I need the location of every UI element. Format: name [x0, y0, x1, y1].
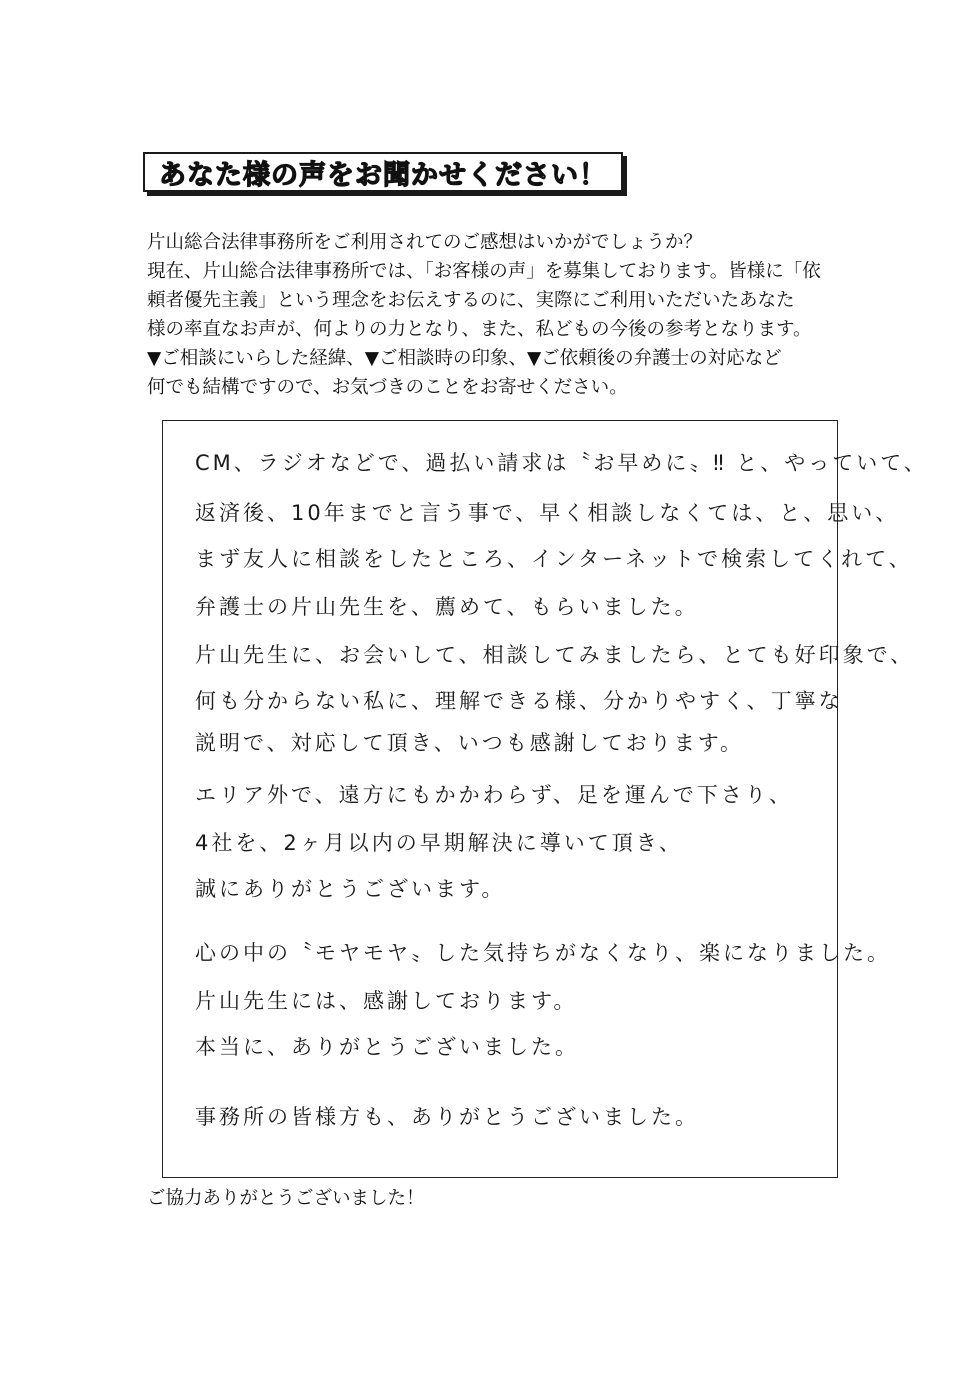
handwritten-line: 本当に、ありがとうございました。 — [195, 1035, 579, 1059]
intro-line: 頼者優先主義」という理念をお伝えするのに、実際にご利用いただいたあなた — [147, 290, 795, 311]
handwritten-line: 説明で、対応して頂き、いつも感謝しております。 — [195, 731, 745, 755]
intro-line: 何でも結構ですので、お気づきのことをお寄せください。 — [147, 377, 628, 398]
intro-line: 現在、片山総合法律事務所では、「お客様の声」を募集しております。皆様に「依 — [147, 261, 821, 282]
handwritten-text — [163, 421, 928, 1179]
handwritten-line: まず友人に相談をしたところ、インターネットで検索してくれて、 — [195, 547, 913, 571]
handwritten-line: 誠にありがとうございます。 — [195, 877, 506, 901]
handwritten-line: 心の中の〝モヤモヤ〟した気持ちがなくなり、楽になりました。 — [195, 941, 891, 965]
handwritten-answer-box — [162, 420, 928, 1178]
title-banner — [143, 152, 623, 192]
handwritten-line: CM、ラジオなどで、過払い請求は〝お早めに〟‼ と、やっていて、 — [195, 451, 928, 475]
handwritten-line: 4社を、2ヶ月以内の早期解決に導いて頂き、 — [195, 831, 683, 855]
handwritten-line: エリア外で、遠方にもかかわらず、足を運んで下さり、 — [195, 783, 793, 807]
handwritten-line: 何も分からない私に、理解できる様、分かりやすく、丁寧な — [195, 689, 843, 713]
intro-line: 片山総合法律事務所をご利用されてのご感想はいかがでしょうか？ — [147, 232, 703, 253]
intro-line: 様の率直なお声が、何よりの力となり、また、私どもの今後の参考となります。 — [147, 319, 812, 340]
closing-message: ご協力ありがとうございました！ — [147, 1188, 425, 1209]
handwritten-line: 返済後、10年までと言う事で、早く相談しなくては、と、思い、 — [195, 501, 900, 525]
handwritten-line: 片山先生には、感謝しております。 — [195, 989, 578, 1013]
intro-line: ▼ご相談にいらした経緯、▼ご相談時の印象、▼ご依頼後の弁護士の対応など — [147, 348, 782, 369]
handwritten-line: 片山先生に、お会いして、相談してみましたら、とても好印象で、 — [195, 643, 915, 667]
page-title: あなた様の声をお聞かせください！ — [159, 159, 607, 191]
intro-paragraph — [147, 228, 852, 402]
handwritten-line: 事務所の皆様方も、ありがとうございました。 — [195, 1105, 699, 1129]
handwritten-line: 弁護士の片山先生を、薦めて、もらいました。 — [195, 595, 699, 619]
